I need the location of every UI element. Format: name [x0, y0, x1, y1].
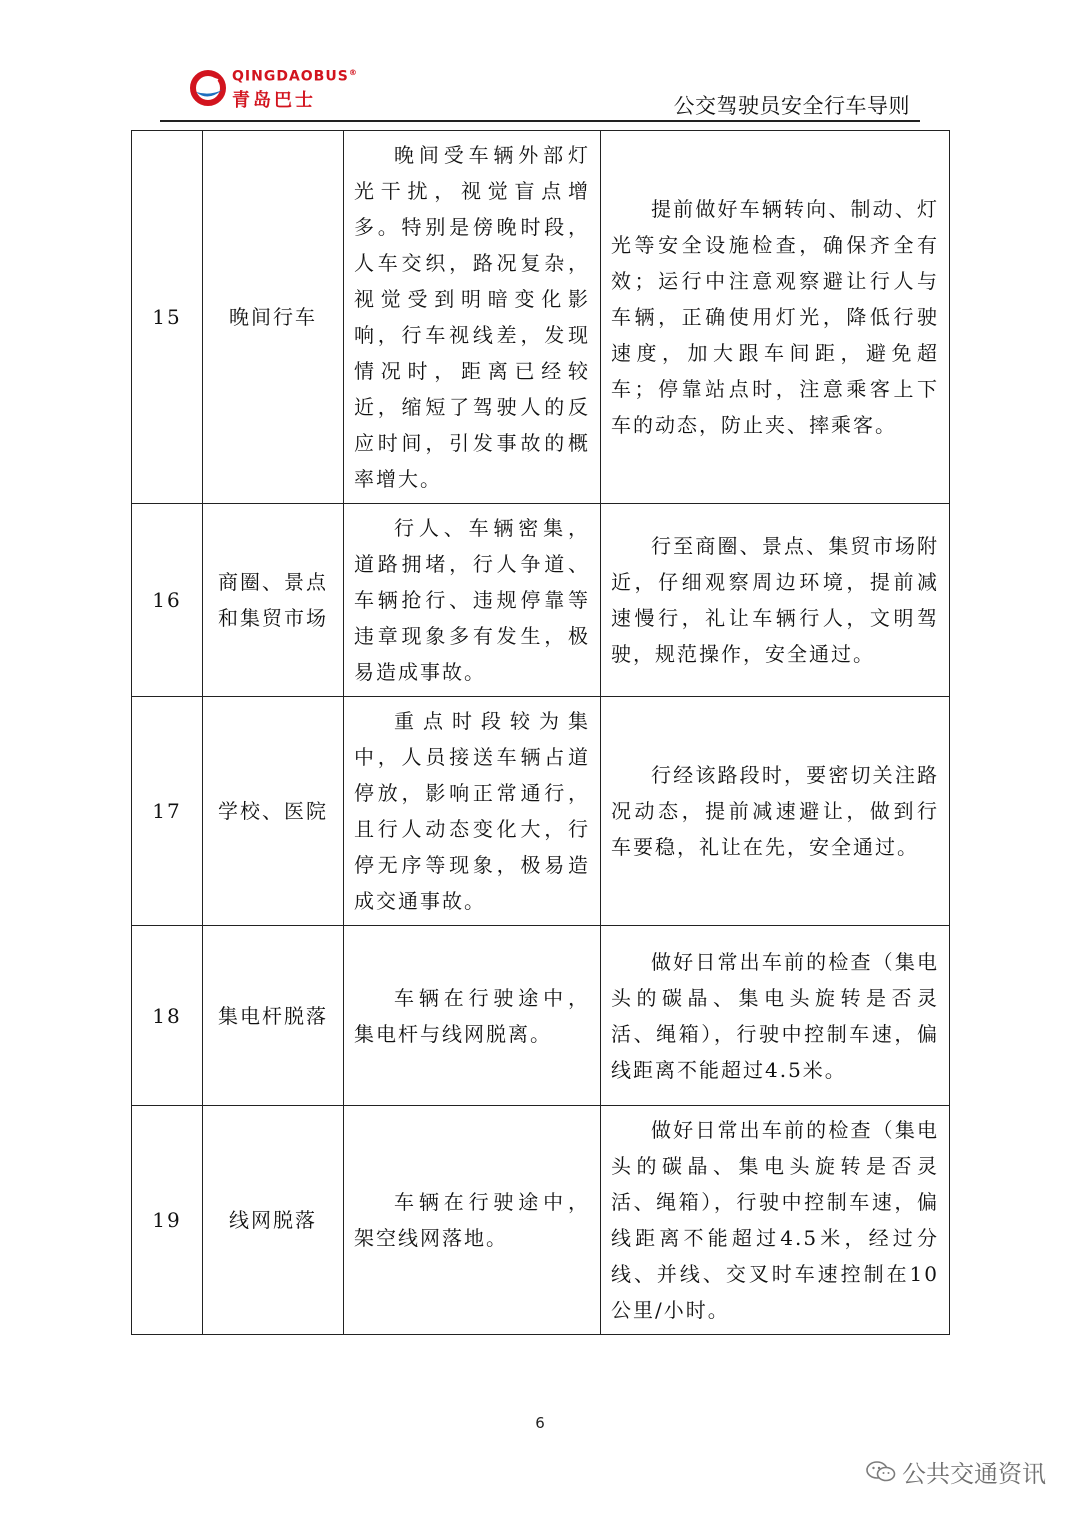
table-row	[132, 926, 950, 1106]
document-title: 公交驾驶员安全行车导则	[673, 94, 910, 118]
row-number: 19	[132, 1106, 203, 1335]
row-risk: 车辆在行驶途中，架空线网落地。	[344, 1106, 601, 1335]
wechat-icon	[866, 1460, 896, 1484]
table-row	[132, 1106, 950, 1335]
row-item: 商圈、景点和集贸市场	[203, 504, 344, 697]
row-measure: 行经该路段时，要密切关注路况动态，提前减速避让，做到行车要稳，礼让在先，安全通过。	[601, 697, 950, 926]
row-number: 18	[132, 926, 203, 1106]
row-measure: 做好日常出车前的检查（集电头的碳晶、集电头旋转是否灵活、绳箱），行驶中控制车速，偏线距离不能超过4.5米，经过分线、并线、交叉时车速控制在10公里/小时。	[601, 1106, 950, 1335]
row-item: 学校、医院	[203, 697, 344, 926]
row-risk: 晚间受车辆外部灯光干扰，视觉盲点增多。特别是傍晚时段，人车交织，路况复杂，视觉受到明暗变化影响，行车视线差，发现情况时，距离已经较近，缩短了驾驶人的反应时间，引发事故的概率增大。	[344, 131, 601, 504]
row-item: 集电杆脱落	[203, 926, 344, 1106]
row-number: 15	[132, 131, 203, 504]
source-watermark	[866, 1454, 1046, 1489]
row-risk: 重点时段较为集中，人员接送车辆占道停放，影响正常通行，且行人动态变化大，行停无序等现象，极易造成交通事故。	[344, 697, 601, 926]
row-risk: 行人、车辆密集，道路拥堵，行人争道、车辆抢行、违规停靠等违章现象多有发生，极易造成事故。	[344, 504, 601, 697]
row-measure: 提前做好车辆转向、制动、灯光等安全设施检查，确保齐全有效；运行中注意观察避让行人与车辆，正确使用灯光，降低行驶速度，加大跟车间距，避免超车；停靠站点时，注意乘客上下车的动态，防止夹、摔乘客。	[601, 131, 950, 504]
row-item: 晚间行车	[203, 131, 344, 504]
row-measure: 做好日常出车前的检查（集电头的碳晶、集电头旋转是否灵活、绳箱），行驶中控制车速，偏线距离不能超过4.5米。	[601, 926, 950, 1106]
table-row	[132, 131, 950, 504]
row-item: 线网脱落	[203, 1106, 344, 1335]
table-row	[132, 697, 950, 926]
logo-english-text: QINGDAOBUS®	[232, 68, 358, 85]
company-logo	[188, 66, 358, 116]
row-measure: 行至商圈、景点、集贸市场附近，仔细观察周边环境，提前减速慢行，礼让车辆行人，文明驾驶，规范操作，安全通过。	[601, 504, 950, 697]
logo-chinese-text: 青岛巴士	[232, 90, 316, 111]
header-divider	[160, 120, 920, 122]
page-number: 6	[535, 1414, 545, 1432]
watermark-text: 公共交通资讯	[902, 1460, 1046, 1488]
row-number: 16	[132, 504, 203, 697]
table-row	[132, 504, 950, 697]
page-header	[160, 60, 920, 124]
bus-logo-icon	[188, 68, 228, 108]
row-risk: 车辆在行驶途中，集电杆与线网脱离。	[344, 926, 601, 1106]
safety-guide-table	[131, 130, 950, 1335]
row-number: 17	[132, 697, 203, 926]
